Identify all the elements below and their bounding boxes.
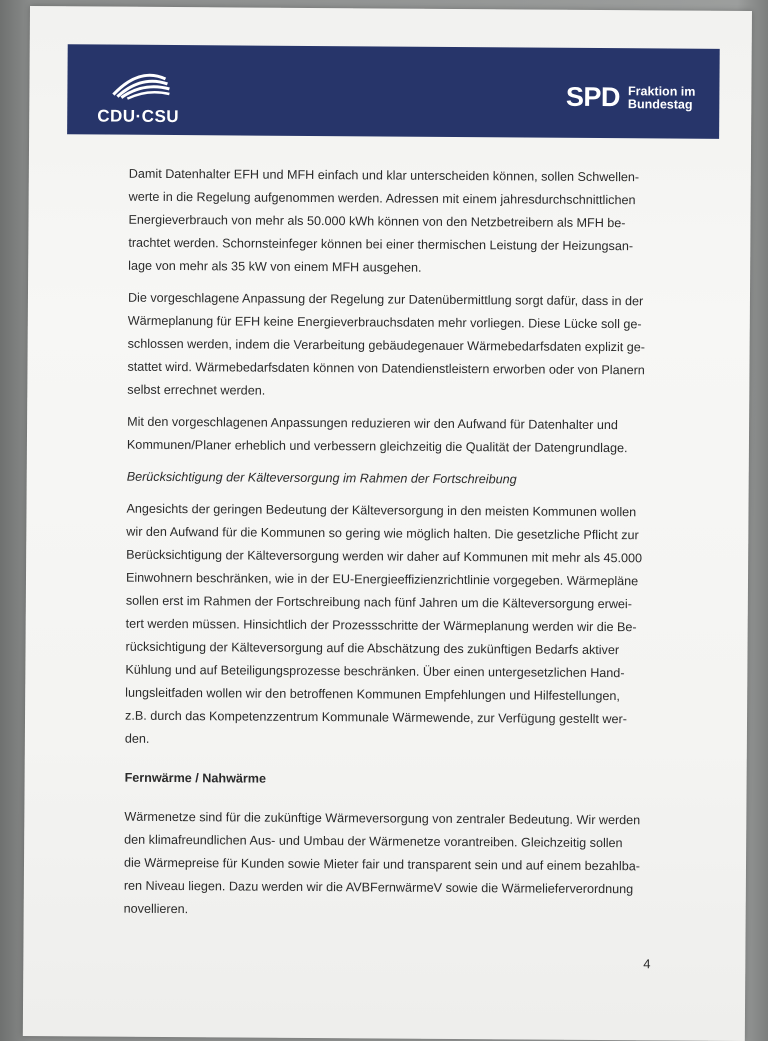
text-line: Berücksichtigung der Kälteversorgung im Rahmen der Fortschreibung [126,469,517,487]
paragraph-anpassungen [127,411,657,461]
text-line: rücksichtigung der Kälteversorgung auf die Abschätzung des zukünftigen Bedarfs aktiver [125,639,620,658]
paragraph-waermenetze [124,806,655,925]
text-line: sollen erst im Rahmen der Fortschreibung nach fünf Jahren um die Kälteversorgung erwei- [125,593,632,612]
text-line: tert werden müssen. Hinsichtlich der Prozessschritte der Wärmeplanung werden wir die Be- [125,616,637,635]
text-line: Energieverbrauch von mehr als 50.000 kWh können von den Netzbetreibern als MFH be- [128,212,626,231]
text-line: novellieren. [123,901,189,917]
cdu-csu-logo [97,70,187,131]
text-line: lungsleitfaden wollen wir den betroffenen Kommunen Empfehlungen und Hilfestellungen, [125,685,620,704]
text-line: den klimafreundlichen Aus- und Umbau der Wärmenetze vorantreiben. Gleichzeitig sollen [124,832,623,851]
text-line: wir den Aufwand für die Kommunen so gering wie möglich halten. Die gesetzliche Pflicht zur [126,524,639,543]
text-line: Angesichts der geringen Bedeutung der Kälteversorgung in den meisten Kommunen wollen [126,501,637,520]
paper-sheet [23,6,752,1041]
paragraph-kaelteversorgung [125,498,657,755]
text-line: trachtet werden. Schornsteinfeger können bei einer thermischen Leistung der Heizungsan- [128,235,634,254]
text-line: ren Niveau liegen. Dazu werden wir die AVBFernwärmeV sowie die Wärmelieferverordnung [123,878,634,897]
text-line: Wärmeplanung für EFH keine Energieverbrauchsdaten mehr vorliegen. Diese Lücke soll ge- [127,313,642,332]
document-body [124,163,659,934]
text-line: stattet wird. Wärmebedarfsdaten können von Datendienstleistern erworben oder von Planern [127,359,645,378]
text-line: Berücksichtigung der Kälteversorgung werden wir daher auf Kommunen mit mehr als 45.000 [126,547,643,566]
spd-fraktion-text [628,85,696,111]
spd-logo-text: SPD [565,81,621,113]
spd-fraktion-line-1: Fraktion im [627,83,696,99]
spd-fraktion-line-2: Bundestag [627,96,693,112]
cdu-csu-arc-icon [107,65,171,101]
text-line: Fernwärme / Nahwärme [124,770,267,786]
text-line: den. [124,731,150,746]
cdu-csu-logo-text: CDU·CSU [97,106,180,127]
text-line: werte in die Regelung aufgenommen werden. Adressen mit einem jahresdurchschnittlichen [128,189,636,208]
header-banner [67,44,720,139]
text-line: die Wärmepreise für Kunden sowie Mieter fair und transparent sein und auf einem bezahlba- [123,855,640,874]
page-number: 4 [643,956,651,972]
text-line: lage von mehr als 35 kW von einem MFH ausgehen. [128,258,422,275]
text-line: Kühlung und auf Beteiligungsprozesse beschränken. Über einen untergesetzlichen Hand- [125,662,625,681]
paragraph-datenuebermittlung [127,287,658,406]
section-heading-fernwaerme [125,767,655,794]
text-line: Kommunen/Planer erheblich und verbessern gleichzeitig die Qualität der Datengrundlage. [126,437,628,456]
text-line: z.B. durch das Kompetenzzentrum Kommunale Wärmewende, zur Verfügung gestellt wer- [124,708,627,727]
text-line: schlossen werden, indem die Verarbeitung gebäudegenauer Wärmebedarfsdaten explizit ge- [127,336,646,355]
text-line: Einwohnern beschränken, wie in der EU-Energieeffizienzrichtlinie vorgegeben. Wärmepläne [125,570,639,589]
paragraph-schwellenwerte [128,163,659,282]
spd-logo [566,82,696,114]
subheading-kaelteversorgung [127,466,657,493]
text-line: Damit Datenhalter EFH und MFH einfach und klar unterscheiden können, sollen Schwellen- [128,166,640,185]
text-line: Die vorgeschlagene Anpassung der Regelung zur Datenübermittlung sorgt dafür, dass in der [127,290,644,309]
text-line: Mit den vorgeschlagenen Anpassungen reduzieren wir den Aufwand für Datenhalter und [127,414,618,433]
text-line: selbst errechnet werden. [127,382,266,398]
text-line: Wärmenetze sind für die zukünftige Wärmeversorgung von zentraler Bedeutung. Wir werden [124,809,641,828]
